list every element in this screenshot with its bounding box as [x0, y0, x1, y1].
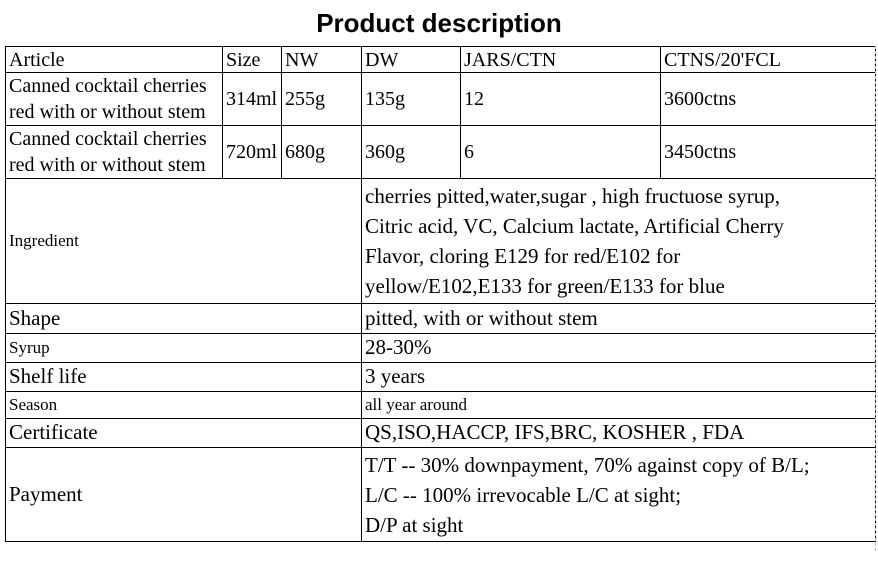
certificate-label-cell[interactable]: Certificate — [6, 419, 362, 448]
ingredient-line: Citric acid, VC, Calcium lactate, Artificial Cherry — [365, 214, 784, 238]
shape-value-cell[interactable]: pitted, with or without stem — [362, 304, 876, 334]
ingredient-line: Flavor, cloring E129 for red/E102 for — [365, 244, 681, 268]
season-label-cell[interactable]: Season — [6, 392, 362, 419]
size-cell[interactable]: 720ml — [223, 126, 282, 179]
syrup-value-cell[interactable]: 28-30% — [362, 334, 876, 363]
ctns-cell[interactable]: 3600ctns — [661, 73, 876, 126]
shelf-life-row — [6, 363, 876, 392]
dw-cell[interactable]: 360g — [362, 126, 461, 179]
page-title: Product description — [316, 7, 562, 38]
article-cell[interactable] — [6, 126, 223, 179]
payment-line: T/T -- 30% downpayment, 70% against copy of B/L; — [365, 452, 810, 477]
header-cell-nw[interactable]: NW — [282, 47, 362, 73]
payment-line: L/C -- 100% irrevocable L/C at sight; — [365, 482, 682, 507]
shape-label-cell[interactable]: Shape — [6, 304, 362, 334]
article-line: Canned cocktail cherries — [9, 128, 207, 150]
article-line: red with or without stem — [9, 154, 206, 176]
product-table — [5, 46, 876, 542]
ingredient-line: yellow/E102,E133 for green/E133 for blue — [365, 274, 725, 298]
certificate-value-cell[interactable]: QS,ISO,HACCP, IFS,BRC, KOSHER , FDA — [362, 419, 876, 448]
shape-row — [6, 304, 876, 334]
nw-cell[interactable]: 680g — [282, 126, 362, 179]
dw-cell[interactable]: 135g — [362, 73, 461, 126]
nw-cell[interactable]: 255g — [282, 73, 362, 126]
header-row — [6, 47, 876, 73]
ingredient-label-cell[interactable]: Ingredient — [6, 179, 362, 304]
sheet-edge-divider — [875, 46, 876, 551]
syrup-row — [6, 334, 876, 363]
article-cell[interactable] — [6, 73, 223, 126]
jars-cell[interactable]: 12 — [461, 73, 661, 126]
table-row — [6, 73, 876, 126]
ctns-cell[interactable]: 3450ctns — [661, 126, 876, 179]
certificate-row — [6, 419, 876, 448]
header-cell-article[interactable]: Article — [6, 47, 223, 73]
ingredient-row — [6, 179, 876, 304]
payment-row — [6, 448, 876, 542]
header-cell-jars[interactable]: JARS/CTN — [461, 47, 661, 73]
season-value-cell[interactable]: all year around — [362, 392, 876, 419]
table-row — [6, 126, 876, 179]
article-line: Canned cocktail cherries — [9, 75, 207, 97]
payment-value-cell[interactable] — [362, 448, 876, 542]
shelf-life-value-cell[interactable]: 3 years — [362, 363, 876, 392]
shelf-life-label-cell[interactable]: Shelf life — [6, 363, 362, 392]
season-row — [6, 392, 876, 419]
header-cell-dw[interactable]: DW — [362, 47, 461, 73]
article-line: red with or without stem — [9, 101, 206, 123]
syrup-label-cell[interactable]: Syrup — [6, 334, 362, 363]
size-cell[interactable]: 314ml — [223, 73, 282, 126]
header-cell-size[interactable]: Size — [223, 47, 282, 73]
header-cell-ctns[interactable]: CTNS/20'FCL — [661, 47, 876, 73]
jars-cell[interactable]: 6 — [461, 126, 661, 179]
ingredient-line: cherries pitted,water,sugar , high fructuose syrup, — [365, 184, 780, 208]
ingredient-value-cell[interactable] — [362, 179, 876, 304]
payment-line: D/P at sight — [365, 512, 464, 537]
payment-label-cell[interactable]: Payment — [6, 448, 362, 542]
